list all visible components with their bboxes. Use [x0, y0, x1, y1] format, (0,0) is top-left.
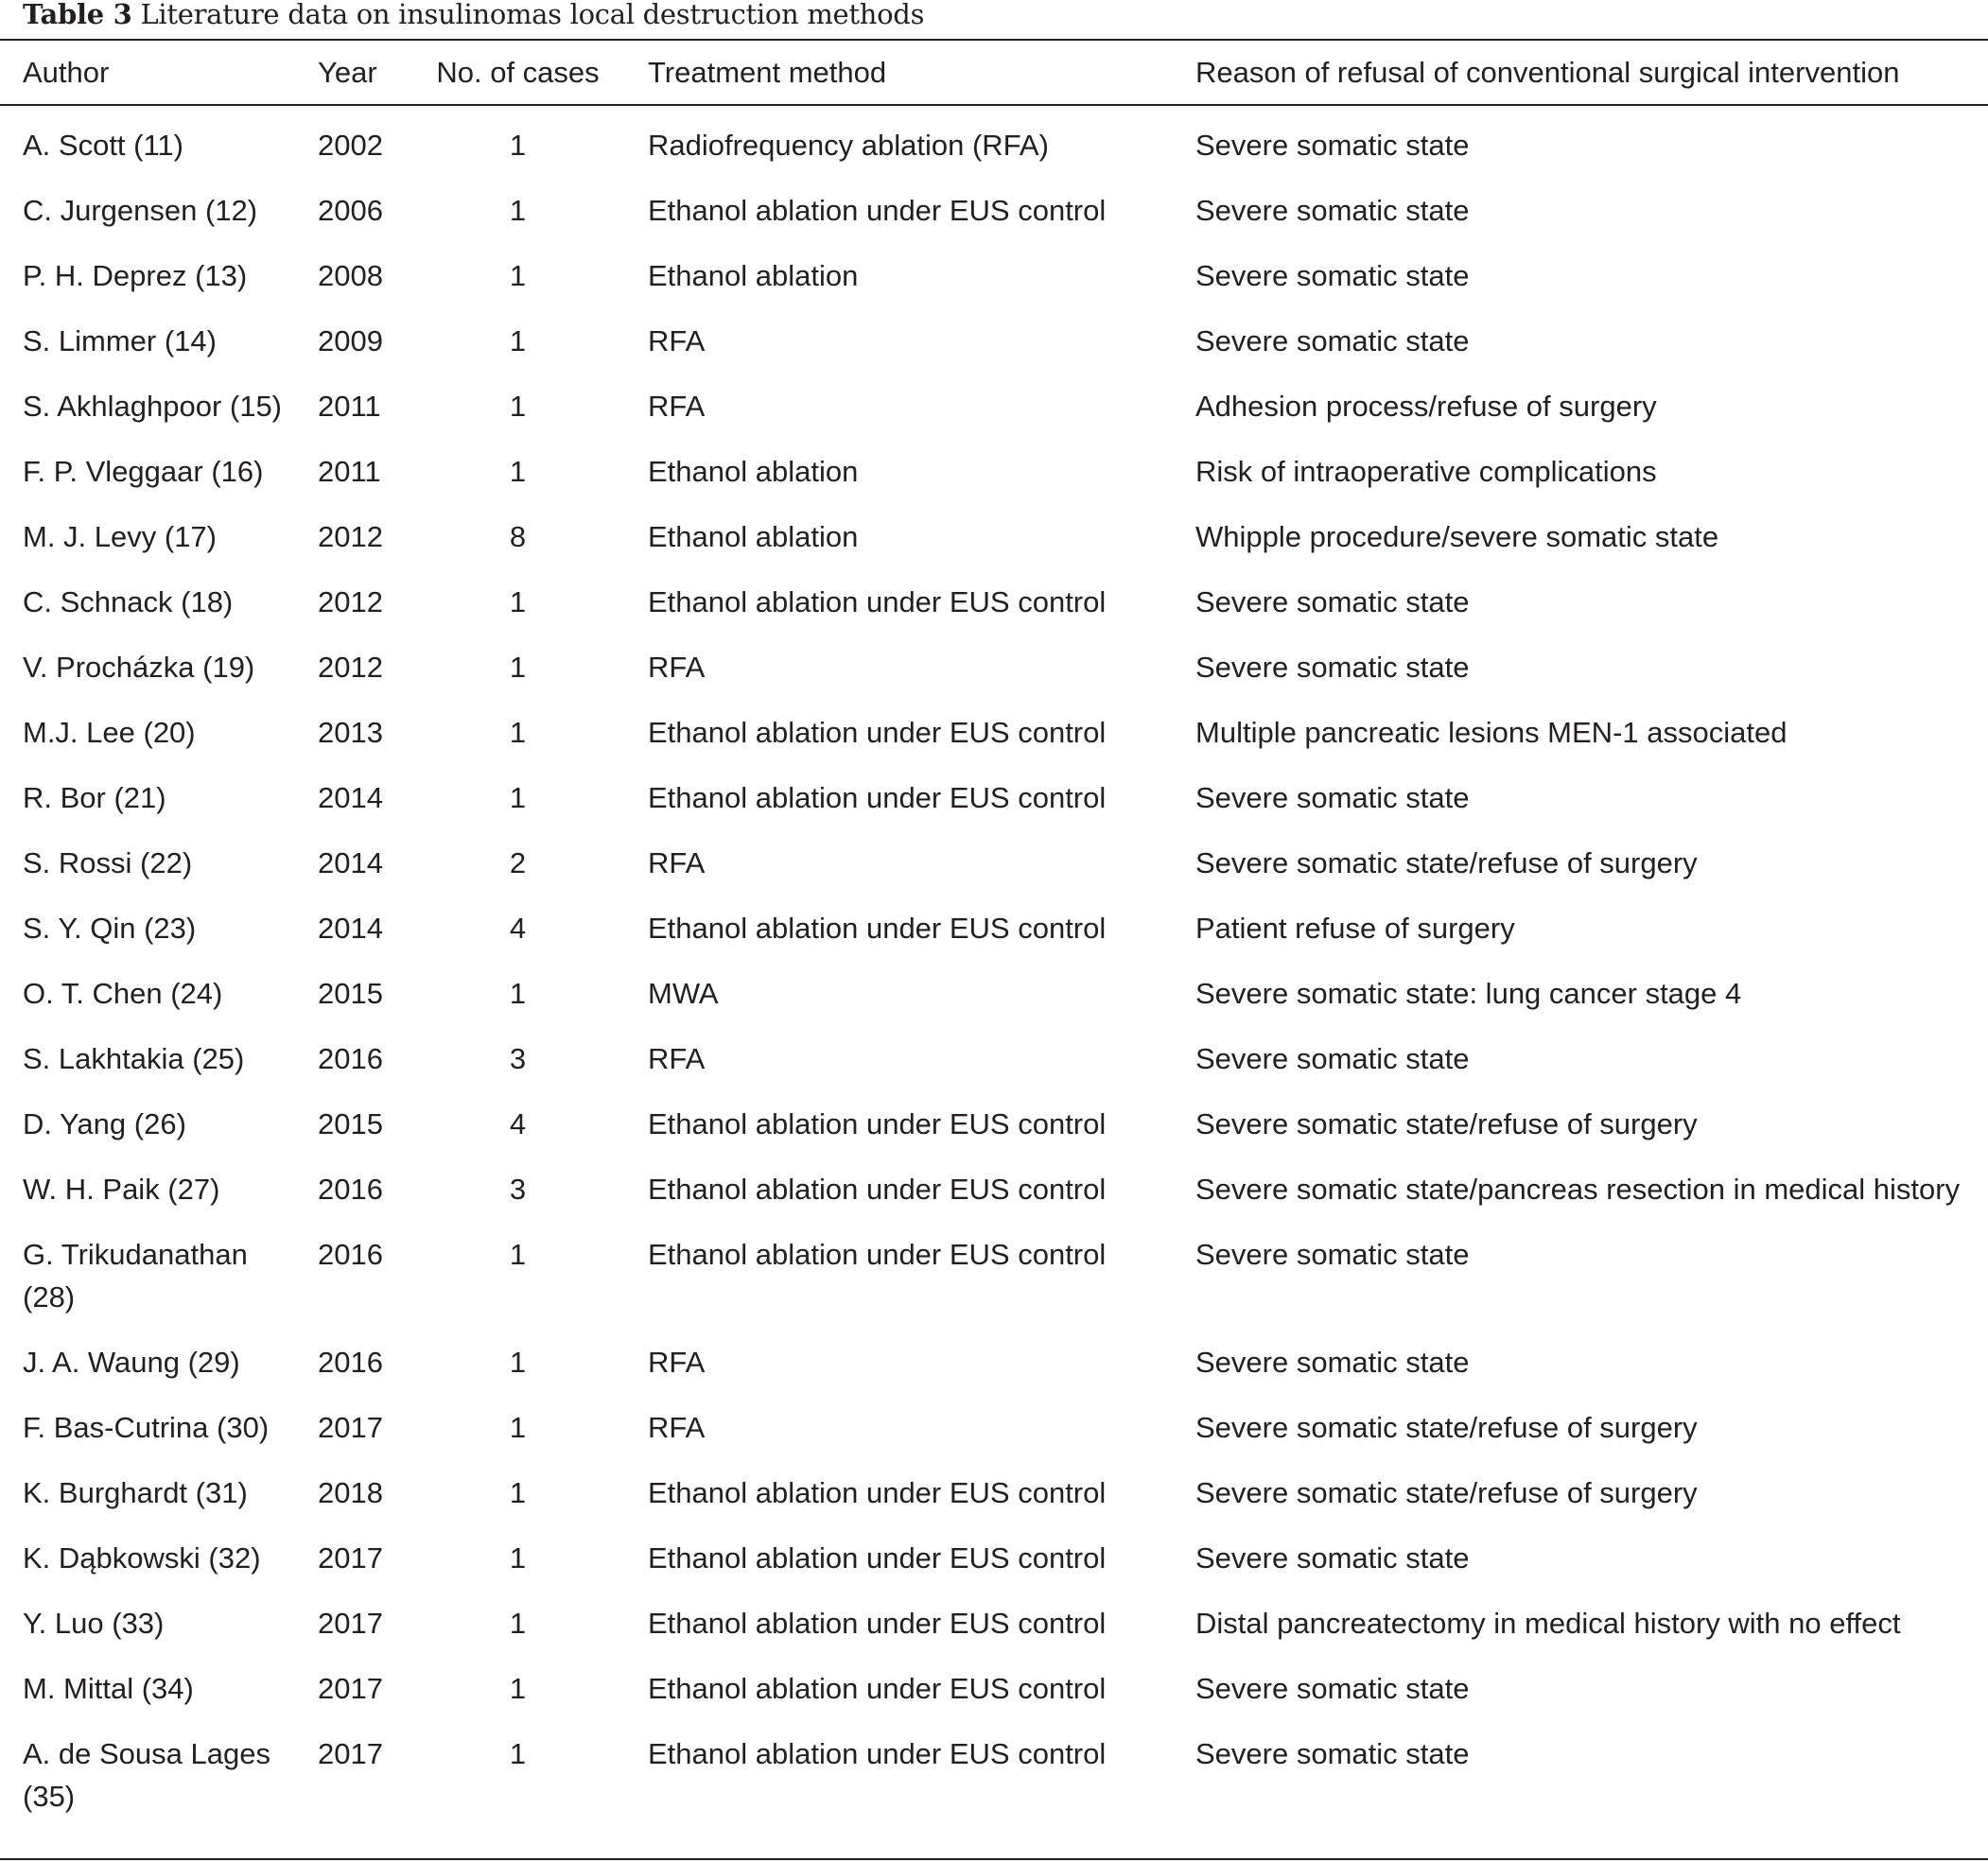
cell-method: Ethanol ablation under EUS control — [648, 912, 1107, 945]
cell-author: R. Bor (21) — [23, 781, 166, 814]
cell-method: MWA — [648, 977, 719, 1010]
cell-reason: Severe somatic state/refuse of surgery — [1195, 1476, 1698, 1509]
cell-author: V. Procházka (19) — [23, 651, 255, 684]
cell-author: M.J. Lee (20) — [23, 716, 196, 749]
cell-year: 2017 — [318, 1541, 383, 1575]
cell-method: RFA — [648, 1042, 706, 1075]
cell-year: 2012 — [318, 585, 383, 618]
cell-year: 2013 — [318, 716, 383, 749]
cell-method: Ethanol ablation under EUS control — [648, 1737, 1107, 1770]
literature-table — [0, 41, 1988, 1830]
cell-year: 2014 — [318, 781, 383, 814]
cell-reason: Severe somatic state — [1195, 1238, 1470, 1271]
cell-year: 2009 — [318, 324, 383, 357]
table-row — [0, 505, 1988, 570]
cell-author: M. Mittal (34) — [23, 1672, 194, 1705]
cell-method: Ethanol ablation — [648, 520, 859, 553]
cell-year: 2016 — [318, 1173, 383, 1206]
cell-cases: 1 — [509, 1672, 527, 1705]
cell-reason: Adhesion process/refuse of surgery — [1195, 390, 1657, 423]
cell-cases: 1 — [509, 324, 527, 357]
cell-year: 2017 — [318, 1672, 383, 1705]
table-row — [0, 104, 1988, 179]
cell-cases: 1 — [509, 455, 527, 488]
cell-year: 2016 — [318, 1042, 383, 1075]
table-row — [0, 1592, 1988, 1657]
cell-cases: 1 — [509, 977, 527, 1010]
table-row — [0, 244, 1988, 309]
cell-reason: Severe somatic state — [1195, 585, 1470, 618]
cell-cases: 1 — [509, 129, 527, 162]
table-row — [0, 440, 1988, 505]
cell-year: 2008 — [318, 259, 383, 292]
cell-method: Ethanol ablation under EUS control — [648, 1107, 1107, 1140]
cell-reason: Severe somatic state — [1195, 1346, 1470, 1379]
cell-reason: Severe somatic state — [1195, 651, 1470, 684]
cell-method: Ethanol ablation under EUS control — [648, 716, 1107, 749]
cell-author: P. H. Deprez (13) — [23, 259, 248, 292]
table-bottom-rule — [0, 1858, 1988, 1860]
cell-reason: Severe somatic state — [1195, 781, 1470, 814]
cell-cases: 8 — [509, 520, 527, 553]
table-row — [0, 374, 1988, 440]
table-caption — [23, 0, 924, 34]
table-row — [0, 1657, 1988, 1722]
cell-reason: Severe somatic state — [1195, 1042, 1470, 1075]
cell-reason: Severe somatic state — [1195, 194, 1470, 227]
cell-author: F. Bas-Cutrina (30) — [23, 1411, 270, 1444]
cell-reason: Whipple procedure/severe somatic state — [1195, 520, 1719, 553]
cell-author: A. Scott (11) — [23, 129, 183, 162]
cell-reason: Severe somatic state — [1195, 129, 1470, 162]
table-caption-label: Table 3 — [23, 0, 132, 30]
cell-reason: Patient refuse of surgery — [1195, 912, 1515, 945]
table-row — [0, 1331, 1988, 1396]
cell-author: S. Rossi (22) — [23, 846, 193, 879]
cell-cases: 1 — [509, 1737, 527, 1770]
table-row — [0, 1027, 1988, 1092]
cell-reason: Severe somatic state/pancreas resection in medical history — [1195, 1173, 1961, 1206]
cell-cases: 1 — [509, 1346, 527, 1379]
cell-method: Ethanol ablation under EUS control — [648, 1541, 1107, 1575]
cell-author: S. Limmer (14) — [23, 324, 217, 357]
cell-year: 2011 — [318, 455, 381, 488]
cell-author: K. Dąbkowski (32) — [23, 1541, 261, 1575]
cell-method: RFA — [648, 324, 706, 357]
cell-reason: Severe somatic state — [1195, 324, 1470, 357]
cell-year: 2015 — [318, 977, 383, 1010]
cell-year: 2017 — [318, 1737, 383, 1770]
cell-author: G. Trikudanathan (28) — [23, 1238, 248, 1314]
cell-year: 2018 — [318, 1476, 383, 1509]
cell-author: J. A. Waung (29) — [23, 1346, 240, 1379]
cell-author: K. Burghardt (31) — [23, 1476, 248, 1509]
cell-cases: 4 — [509, 912, 527, 945]
cell-author: O. T. Chen (24) — [23, 977, 223, 1010]
cell-cases: 1 — [509, 1607, 527, 1640]
cell-reason: Severe somatic state/refuse of surgery — [1195, 1107, 1698, 1140]
cell-cases: 1 — [509, 781, 527, 814]
cell-reason: Severe somatic state — [1195, 1672, 1470, 1705]
table-row — [0, 701, 1988, 766]
cell-cases: 1 — [509, 194, 527, 227]
cell-author: F. P. Vleggaar (16) — [23, 455, 264, 488]
cell-author: C. Schnack (18) — [23, 585, 234, 618]
cell-author: S. Y. Qin (23) — [23, 912, 197, 945]
cell-cases: 1 — [509, 651, 527, 684]
cell-reason: Severe somatic state/refuse of surgery — [1195, 1411, 1698, 1444]
table-row — [0, 1461, 1988, 1526]
cell-method: Ethanol ablation — [648, 455, 859, 488]
table-row — [0, 962, 1988, 1027]
cell-cases: 1 — [509, 259, 527, 292]
cell-reason: Severe somatic state — [1195, 259, 1470, 292]
cell-year: 2015 — [318, 1107, 383, 1140]
cell-method: Ethanol ablation under EUS control — [648, 781, 1107, 814]
table-row — [0, 635, 1988, 701]
cell-cases: 1 — [509, 1476, 527, 1509]
cell-cases: 1 — [509, 585, 527, 618]
cell-author: A. de Sousa Lages (35) — [23, 1737, 270, 1813]
cell-cases: 2 — [509, 846, 527, 879]
table-row — [0, 896, 1988, 962]
cell-method: Ethanol ablation under EUS control — [648, 194, 1107, 227]
cell-method: Ethanol ablation — [648, 259, 859, 292]
cell-reason: Severe somatic state: lung cancer stage 4 — [1195, 977, 1742, 1010]
cell-method: Radiofrequency ablation (RFA) — [648, 129, 1049, 162]
cell-year: 2011 — [318, 390, 381, 423]
cell-method: RFA — [648, 1346, 706, 1379]
table-caption-title: Literature data on insulinomas local destruction methods — [140, 0, 925, 30]
cell-method: Ethanol ablation under EUS control — [648, 1476, 1107, 1509]
cell-method: Ethanol ablation under EUS control — [648, 1607, 1107, 1640]
cell-year: 2006 — [318, 194, 383, 227]
cell-author: C. Jurgensen (12) — [23, 194, 258, 227]
cell-year: 2014 — [318, 912, 383, 945]
cell-cases: 1 — [509, 716, 527, 749]
table-row — [0, 766, 1988, 831]
cell-author: W. H. Paik (27) — [23, 1173, 220, 1206]
cell-method: RFA — [648, 390, 706, 423]
cell-cases: 1 — [509, 390, 527, 423]
cell-year: 2002 — [318, 129, 383, 162]
cell-cases: 4 — [509, 1107, 527, 1140]
cell-year: 2016 — [318, 1346, 383, 1379]
table-row — [0, 1396, 1988, 1461]
cell-method: RFA — [648, 651, 706, 684]
table-row — [0, 831, 1988, 896]
cell-author: M. J. Levy (17) — [23, 520, 217, 553]
column-header-cases: No. of cases — [436, 56, 600, 89]
table-row — [0, 1223, 1988, 1331]
cell-year: 2012 — [318, 651, 383, 684]
header-row — [0, 41, 1988, 104]
cell-reason: Severe somatic state/refuse of surgery — [1195, 846, 1698, 879]
cell-reason: Risk of intraoperative complications — [1195, 455, 1657, 488]
cell-cases: 1 — [509, 1541, 527, 1575]
cell-cases: 1 — [509, 1238, 527, 1271]
cell-method: Ethanol ablation under EUS control — [648, 1173, 1107, 1206]
cell-year: 2014 — [318, 846, 383, 879]
cell-cases: 3 — [509, 1173, 527, 1206]
column-header-reason: Reason of refusal of conventional surgical intervention — [1195, 56, 1900, 89]
cell-method: Ethanol ablation under EUS control — [648, 585, 1107, 618]
cell-method: Ethanol ablation under EUS control — [648, 1672, 1107, 1705]
table-row — [0, 1526, 1988, 1592]
cell-method: RFA — [648, 1411, 706, 1444]
table-row — [0, 1157, 1988, 1223]
cell-year: 2016 — [318, 1238, 383, 1271]
column-header-method: Treatment method — [648, 56, 887, 89]
cell-reason: Multiple pancreatic lesions MEN-1 associated — [1195, 716, 1787, 749]
column-header-year: Year — [318, 56, 377, 89]
cell-reason: Severe somatic state — [1195, 1541, 1470, 1575]
cell-reason: Distal pancreatectomy in medical history with no effect — [1195, 1607, 1901, 1640]
cell-method: RFA — [648, 846, 706, 879]
cell-cases: 1 — [509, 1411, 527, 1444]
column-header-author: Author — [23, 56, 110, 89]
cell-author: S. Akhlaghpoor (15) — [23, 390, 283, 423]
cell-year: 2012 — [318, 520, 383, 553]
cell-reason: Severe somatic state — [1195, 1737, 1470, 1770]
cell-author: S. Lakhtakia (25) — [23, 1042, 245, 1075]
cell-author: D. Yang (26) — [23, 1107, 186, 1140]
table-row — [0, 309, 1988, 374]
table-row — [0, 1722, 1988, 1830]
cell-method: Ethanol ablation under EUS control — [648, 1238, 1107, 1271]
table-row — [0, 570, 1988, 635]
table-header — [0, 41, 1988, 104]
table-row — [0, 179, 1988, 244]
cell-year: 2017 — [318, 1607, 383, 1640]
cell-cases: 3 — [509, 1042, 527, 1075]
cell-year: 2017 — [318, 1411, 383, 1444]
table-row — [0, 1092, 1988, 1157]
table-body — [0, 104, 1988, 1830]
cell-author: Y. Luo (33) — [23, 1607, 165, 1640]
